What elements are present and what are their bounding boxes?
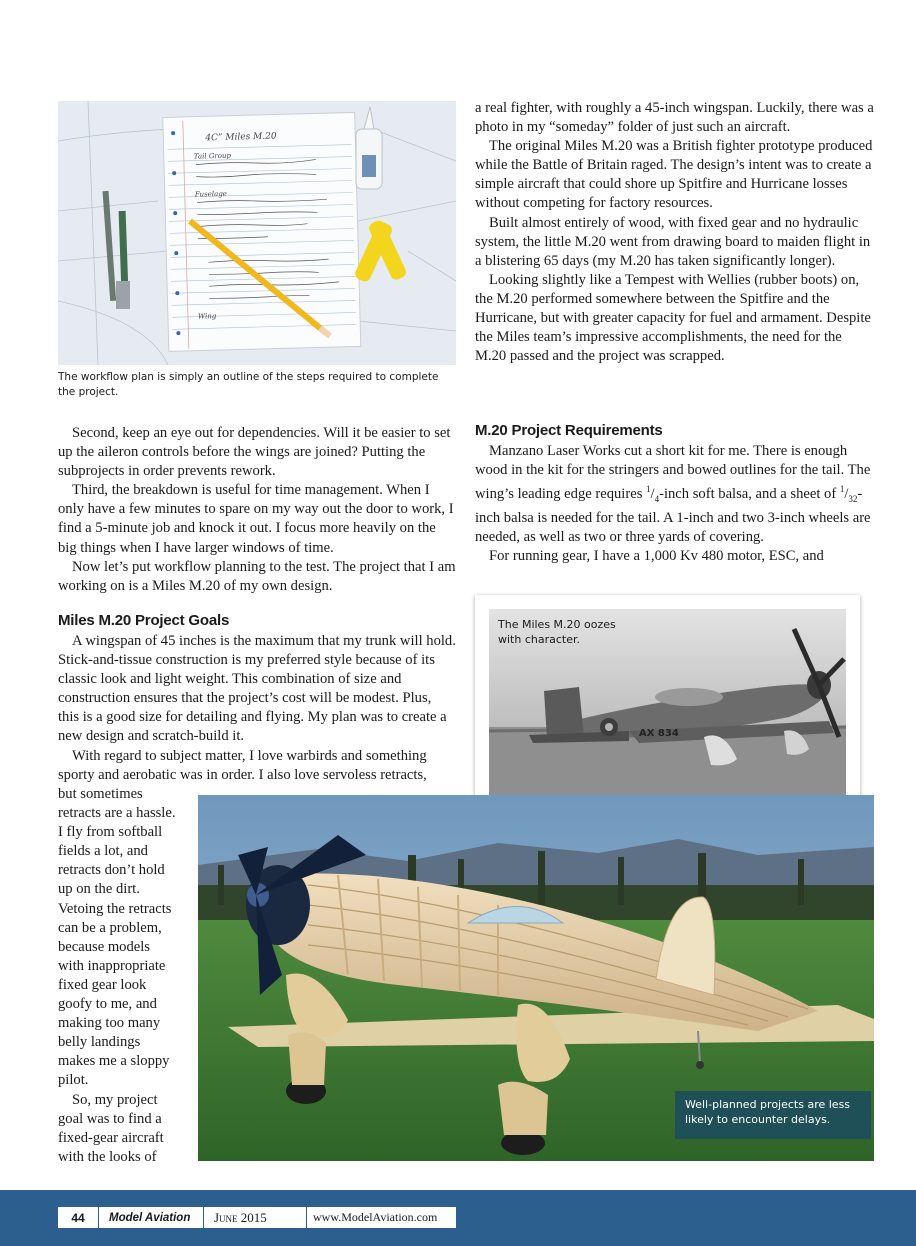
req-text-c: -inch balsa is needed for the tail. A 1-inch and two 3-inch wheels are needed, as well as two or three yards of covering.: [475, 486, 871, 546]
fraction-numerator: 1: [839, 484, 845, 495]
m20-photo-frame: [475, 595, 860, 813]
paragraph: Now let’s put workflow planning to the test. The project that I am working on is a Miles M.20 of my own design.: [58, 558, 456, 594]
text-line: fixed gear look: [58, 976, 147, 993]
fraction-denominator: 4: [654, 493, 660, 504]
text-line: Vetoing the retracts: [58, 900, 172, 917]
notebook-caption: The workflow plan is simply an outline of the steps required to complete the project.: [58, 371, 439, 398]
paragraph: Built almost entirely of wood, with fixed gear and no hydraulic system, the little M.20 went from drawing board to maiden flight in a blistering 65 days (my M.20 has taken significantly longer).: [475, 214, 871, 269]
paragraph: Second, keep an eye out for dependencies. Will it be easier to set up the aileron controls before the wings are joined? Putting the subprojects in order prevents rework.: [58, 425, 451, 480]
text-line: makes me a sloppy: [58, 1053, 170, 1070]
req-text-b: -inch soft balsa, and a sheet of: [659, 486, 840, 503]
text-line: up on the dirt.: [58, 881, 140, 898]
paragraph: a real fighter, with roughly a 45-inch wingspan. Luckily, there was a photo in my “someday” folder of just such an aircraft.: [475, 100, 874, 136]
left-column-top: [58, 424, 456, 596]
text-line: goofy to me, and: [58, 996, 157, 1013]
notebook-illustration: [58, 101, 456, 365]
m20-caption: The Miles M.20 oozes with character.: [498, 618, 616, 646]
m20-photo: [489, 609, 846, 799]
fraction-numerator: 1: [646, 484, 651, 495]
footer-bar: [58, 1207, 456, 1228]
right-column-requirements: [475, 442, 875, 566]
req-text-a: Manzano Laser Works cut a short kit for me. There is enough wood in the kit for the stringers and bowed outlines for the tail. The wing’s leading edge requires: [475, 443, 871, 503]
text-line: belly landings: [58, 1034, 141, 1051]
left-column-narrow: [58, 785, 196, 1167]
paragraph: Third, the breakdown is useful for time management. When I only have a few minutes to spare on my way out the door to work, I find a 5-minute job and knock it out. I focus more heavily on the big things when I have larger windows of time.: [58, 482, 454, 556]
notebook-title: 4C” Miles M.20: [205, 131, 277, 144]
text-line: with the looks of: [58, 1148, 157, 1165]
text-line: goal was to find a: [58, 1110, 162, 1127]
notebook-line-2: Fuselage: [194, 189, 227, 199]
text-line: but sometimes: [58, 786, 143, 802]
text-line: pilot.: [58, 1072, 89, 1089]
heading-project-goals: Miles M.20 Project Goals: [58, 612, 230, 629]
notebook-line-3: Wing: [197, 312, 217, 321]
text-line: retracts don’t hold: [58, 862, 165, 879]
text-line: making too many: [58, 1015, 161, 1032]
text-line: because models: [58, 938, 150, 955]
notebook-photo: [58, 101, 456, 365]
right-column-top: [475, 99, 875, 366]
paragraph: A wingspan of 45 inches is the maximum that my trunk will hold. Stick-and-tissue construction is my preferred style because of its classic look and light weight. This combination of size and construction ensures that the project’s cost will be modest. Plus, this is a good size for detailing and flying. My plan was to create a new design and scratch-build it.: [58, 633, 456, 745]
fraction-denominator: 32: [848, 493, 858, 504]
text-line: I fly from softball: [58, 824, 163, 841]
issue-date: June 2015: [203, 1207, 306, 1228]
website-link[interactable]: www.ModelAviation.com: [306, 1207, 437, 1228]
text-line: retracts are a hassle.: [58, 805, 176, 822]
text-line: with inappropriate: [58, 957, 166, 974]
notebook-line-1: Tail Group: [193, 151, 232, 161]
paragraph: The original Miles M.20 was a British fighter prototype produced while the Battle of Britain raged. The design’s intent was to create a simple aircraft that could shore up Spitfire and Hurricane losses without competing for factory resources.: [475, 138, 873, 212]
m20-marking: AX 834: [639, 728, 679, 739]
left-column-goals: [58, 632, 456, 785]
page-number: 44: [71, 1210, 85, 1225]
magazine-name: Model Aviation: [98, 1207, 203, 1228]
paragraph: Manzano Laser Works cut a short kit for me. There is enough wood in the kit for the stringers and bowed outlines for the tail. The wing’s leading edge requires $^1/_4$-inch soft balsa, and a sheet of $^1/_{32}$-inch balsa is needed for the tail. A 1-inch and two 3-inch wheels are needed, as well as two or three yards of covering.: [475, 443, 871, 546]
paragraph: Looking slightly like a Tempest with Wellies (rubber boots) on, the M.20 performed somewhere between the Spitfire and the Hurricane, but with greater capacity for fuel and armament. Despite the Miles team’s impressive accomplishments, the need for the M.20 passed and the project was scrapped.: [475, 271, 871, 365]
heading-project-requirements: M.20 Project Requirements: [475, 422, 663, 439]
text-line: fixed-gear aircraft: [58, 1129, 164, 1146]
text-line: So, my project: [72, 1091, 158, 1108]
model-caption: Well-planned projects are less likely to encounter delays.: [675, 1091, 871, 1139]
model-airplane-photo: [198, 795, 874, 1161]
text-line: fields a lot, and: [58, 843, 148, 860]
text-line: can be a problem,: [58, 919, 162, 936]
paragraph: With regard to subject matter, I love warbirds and something sporty and aerobatic was in order. I also love servoless retracts,: [58, 747, 427, 783]
paragraph: For running gear, I have a 1,000 Kv 480 motor, ESC, and: [489, 548, 824, 565]
